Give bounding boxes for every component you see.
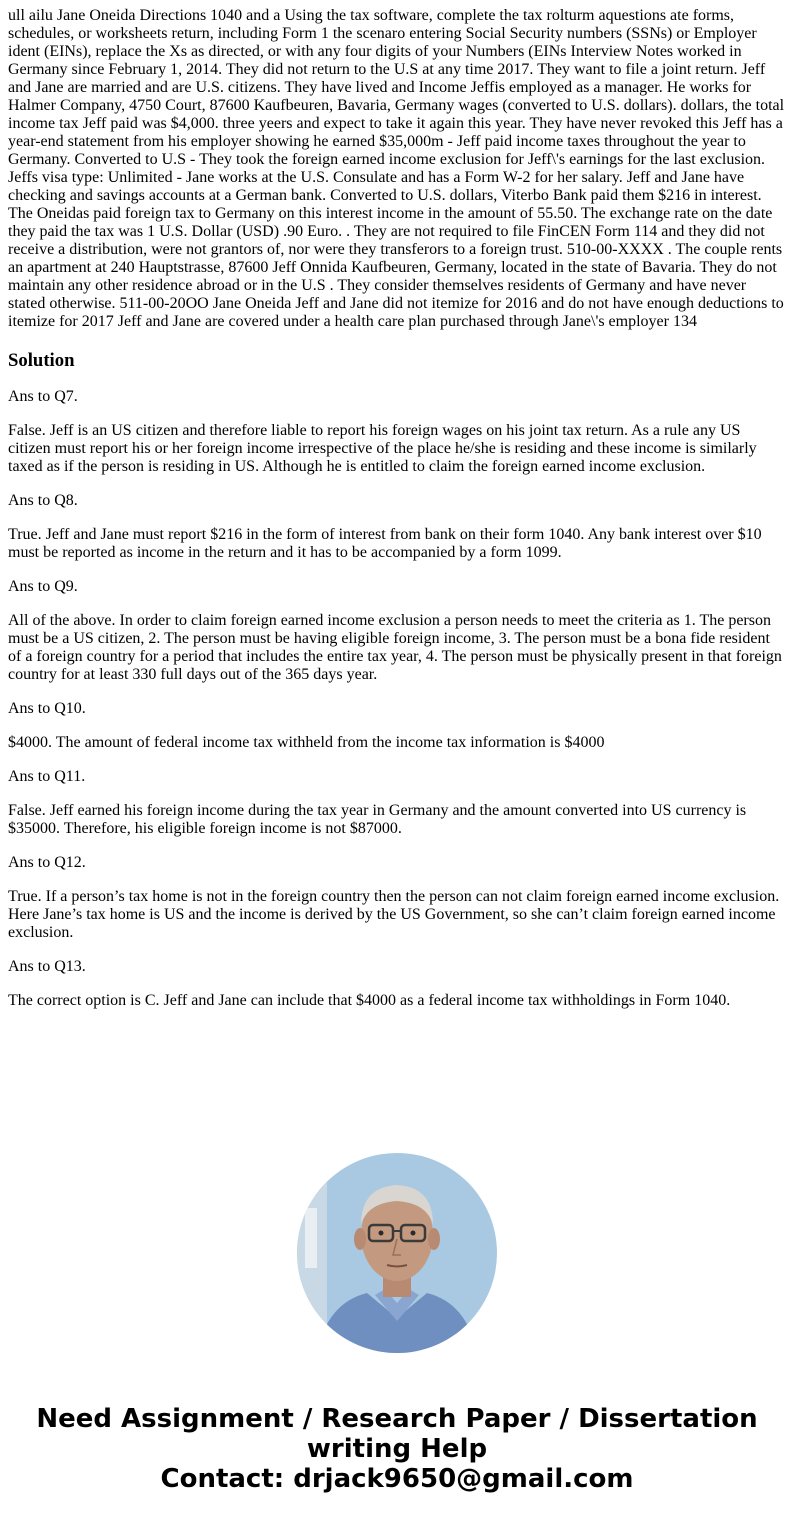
answers-section <box>8 388 786 1010</box>
answer-label-q9: Ans to Q9. <box>8 578 78 595</box>
author-avatar <box>297 1153 497 1353</box>
answer-label-q10: Ans to Q10. <box>8 700 86 717</box>
answer-text-q7: False. Jeff is an US citizen and therefore liable to report his foreign wages on his joint tax return. As a rule any US citizen must report his or her foreign income irrespective of the place he/she is residing and these income is similarly taxed as if the person is residing in US. Although he is entitled to claim the foreign earned income exclusion. <box>8 422 757 475</box>
answer-text-q10: $4000. The amount of federal income tax withheld from the income tax information is $4000 <box>8 734 605 751</box>
question-text: ull ailu Jane Oneida Directions 1040 and a Using the tax software, complete the tax rolturm aquestions ate forms, schedules, or worksheets return, including Form 1 the scenaro entering Social Security numbers (SSNs) or Employer ident (EINs), replace the Xs as directed, or with any four digits of your Numbers (EINs Interview Notes worked in Germany since February 1, 2014. They did not return to the U.S at any time 2017. They want to file a joint return. Jeff and Jane are married and are U.S. citizens. They have lived and Income Jeffis employed as a manager. He works for Halmer Company, 4750 Court, 87600 Kaufbeuren, Bavaria, Germany wages (converted to U.S. dollars). dollars, the total income tax Jeff paid was $4,000. three yeers and expect to take it again this year. They have never revoked this Jeff has a year-end statement from his employer showing he earned $35,000m - Jeff paid income taxes throughout the year to Germany. Converted to U.S - They took the foreign earned income exclusion for Jeff\'s earnings for the last exclusion. Jeffs visa type: Unlimited - Jane works at the U.S. Consulate and has a Form W-2 for her salary. Jeff and Jane have checking and savings accounts at a German bank. Converted to U.S. dollars, Viterbo Bank paid them $216 in interest. The Oneidas paid foreign tax to Germany on this interest income in the amount of 55.50. The exchange rate on the date they paid the tax was 1 U.S. Dollar (USD) .90 Euro. . They are not required to file FinCEN Form 114 and they did not receive a distribution, were not grantors of, nor were they transferors to a foreign trust. 510-00-XXXX . The couple rents an apartment at 240 Hauptstrasse, 87600 Jeff Onnida Kaufbeuren, Germany, located in the state of Bavaria. They do not maintain any other residence abroad or in the U.S . They consider themselves residents of Germany and have never stated otherwise. 511-00-20OO Jane Oneida Jeff and Jane did not itemize for 2016 and do not have enough deductions to itemize for 2017 Jeff and Jane are covered under a health care plan purchased through Jane\'s employer 134 <box>8 7 785 330</box>
promo-banner <box>0 1404 794 1494</box>
author-portrait <box>297 1153 497 1353</box>
answer-text-q9: All of the above. In order to claim foreign earned income exclusion a person needs to meet the criteria as 1. The person must be a US citizen, 2. The person must be having eligible foreign income, 3. The person must be a bona fide resident of a foreign country for a period that includes the entire tax year, 4. The person must be physically present in that foreign country for at least 330 full days out of the 365 days year. <box>8 612 782 683</box>
answer-text-q11: False. Jeff earned his foreign income during the tax year in Germany and the amount converted into US currency is $35000. Therefore, his eligible foreign income is not $87000. <box>8 802 747 837</box>
answer-text-q12: True. If a person’s tax home is not in the foreign country then the person can not claim foreign earned income exclusion. Here Jane’s tax home is US and the income is derived by the US Government, so she can’t claim foreign earned income exclusion. <box>8 888 780 941</box>
answer-text-q13: The correct option is C. Jeff and Jane can include that $4000 as a federal income tax withholdings in Form 1040. <box>8 992 731 1009</box>
promo-line-2: writing Help <box>306 1434 488 1464</box>
answer-label-q11: Ans to Q11. <box>8 768 86 785</box>
answer-label-q8: Ans to Q8. <box>8 492 78 509</box>
promo-contact: Contact: drjack9650@gmail.com <box>160 1464 634 1494</box>
answer-label-q7: Ans to Q7. <box>8 388 78 405</box>
solution-heading: Solution <box>8 350 75 371</box>
answer-label-q12: Ans to Q12. <box>8 854 86 871</box>
promo-line-1: Need Assignment / Research Paper / Dissertation <box>36 1404 758 1434</box>
answer-text-q8: True. Jeff and Jane must report $216 in the form of interest from bank on their form 1040. Any bank interest over $10 must be reported as income in the return and it has to be accompanied by a form 1099. <box>8 526 762 561</box>
answer-label-q13: Ans to Q13. <box>8 958 86 975</box>
